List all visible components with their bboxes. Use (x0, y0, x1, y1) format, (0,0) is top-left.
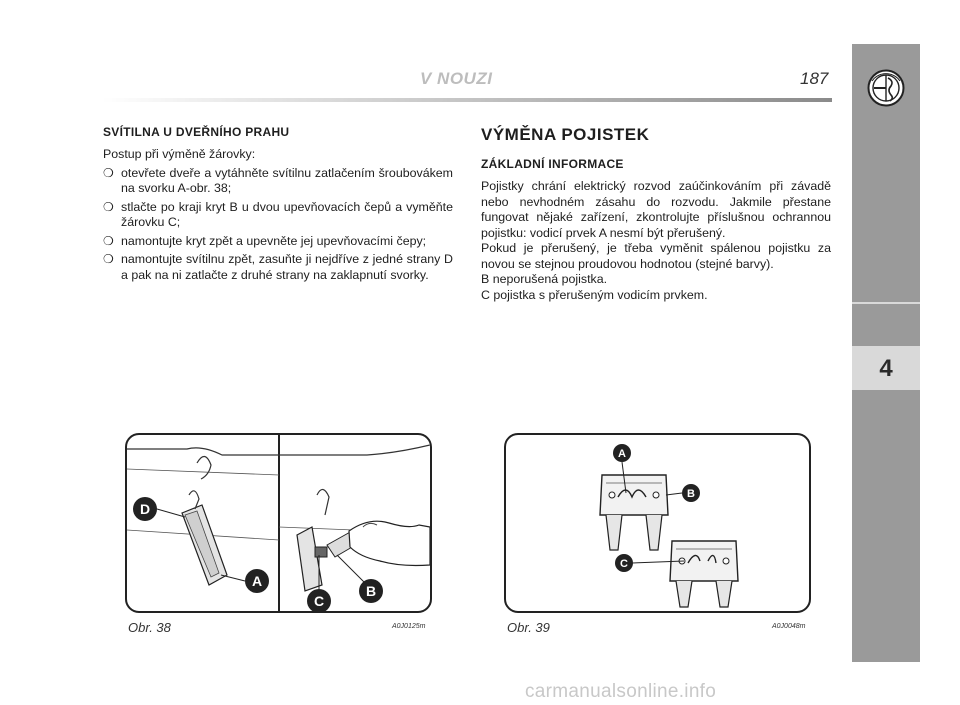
right-column (481, 125, 831, 303)
left-column (103, 125, 453, 286)
bullet-icon: ❍ (103, 165, 114, 180)
figure-code: A0J0125m (392, 623, 426, 630)
watermark: carmanualsonline.info (525, 681, 717, 702)
page-number: 187 (800, 69, 829, 88)
paragraph: Pojistky chrání elektrický rozvod zaúčinkováním při závadě nebo nevhodném zásahu do rozvodu. Jakmile přestane fungovat nějaké zařízení, zkontrolujte příslušnou ochrannou pojistku: vodicí prvek A nesmí být přerušený. (481, 179, 831, 240)
callout-a: A (251, 573, 263, 589)
subsection-heading: ZÁKLADNÍ INFORMACE (481, 157, 624, 171)
paragraph: C pojistka s přerušeným vodicím prvkem. (481, 287, 708, 302)
callout-b: B (687, 488, 695, 500)
list-item: ❍ otevřete dveře a vytáhněte svítilnu zatlačením šroubovákem na svorku A-obr. 38; (103, 165, 453, 195)
figure-39 (504, 433, 811, 613)
bullet-icon: ❍ (103, 233, 114, 248)
figure-caption: Obr. 39 (507, 620, 550, 635)
callout-d: D (139, 501, 151, 517)
header-rule (102, 98, 832, 102)
fuse-illustration (506, 435, 809, 611)
section-title: V NOUZI (420, 69, 493, 88)
callout-c: C (313, 593, 325, 609)
section-heading: VÝMĚNA POJISTEK (481, 125, 650, 144)
door-lamp-illustration (127, 435, 430, 611)
chapter-number[interactable]: 4 (879, 355, 893, 382)
callout-a: A (618, 448, 626, 460)
list-item: ❍ namontujte kryt zpět a upevněte jej upevňovacími čepy; (103, 233, 427, 248)
sidebar-divider (852, 302, 920, 304)
callout-c: C (620, 558, 628, 570)
bullet-icon: ❍ (103, 252, 114, 266)
paragraph: Pokud je přerušený, je třeba vyměnit spálenou pojistku za novou se stejnou proudovou hodnotou (stejné barvy). (481, 241, 831, 271)
callout-b: B (365, 583, 377, 599)
alfa-romeo-logo-icon (867, 69, 905, 107)
paragraph: B neporušená pojistka. (481, 272, 608, 286)
list-item: ❍ namontujte svítilnu zpět, zasuňte ji nejdříve z jedné strany D a pak na ni zatlačte z druhé strany na zaklapnutí svorky. (103, 252, 453, 282)
figure-code: A0J0048m (772, 623, 806, 630)
section-heading: SVÍTILNA U DVEŘNÍHO PRAHU (103, 125, 290, 139)
figure-caption: Obr. 38 (128, 620, 171, 635)
figure-38 (125, 433, 432, 613)
sidebar-divider (852, 390, 920, 392)
intro-text: Postup při výměně žárovky: (103, 147, 256, 161)
list-item: ❍ stlačte po kraji kryt B u dvou upevňovacích čepů a vyměňte žárovku C; (103, 199, 453, 229)
bullet-icon: ❍ (103, 199, 114, 214)
